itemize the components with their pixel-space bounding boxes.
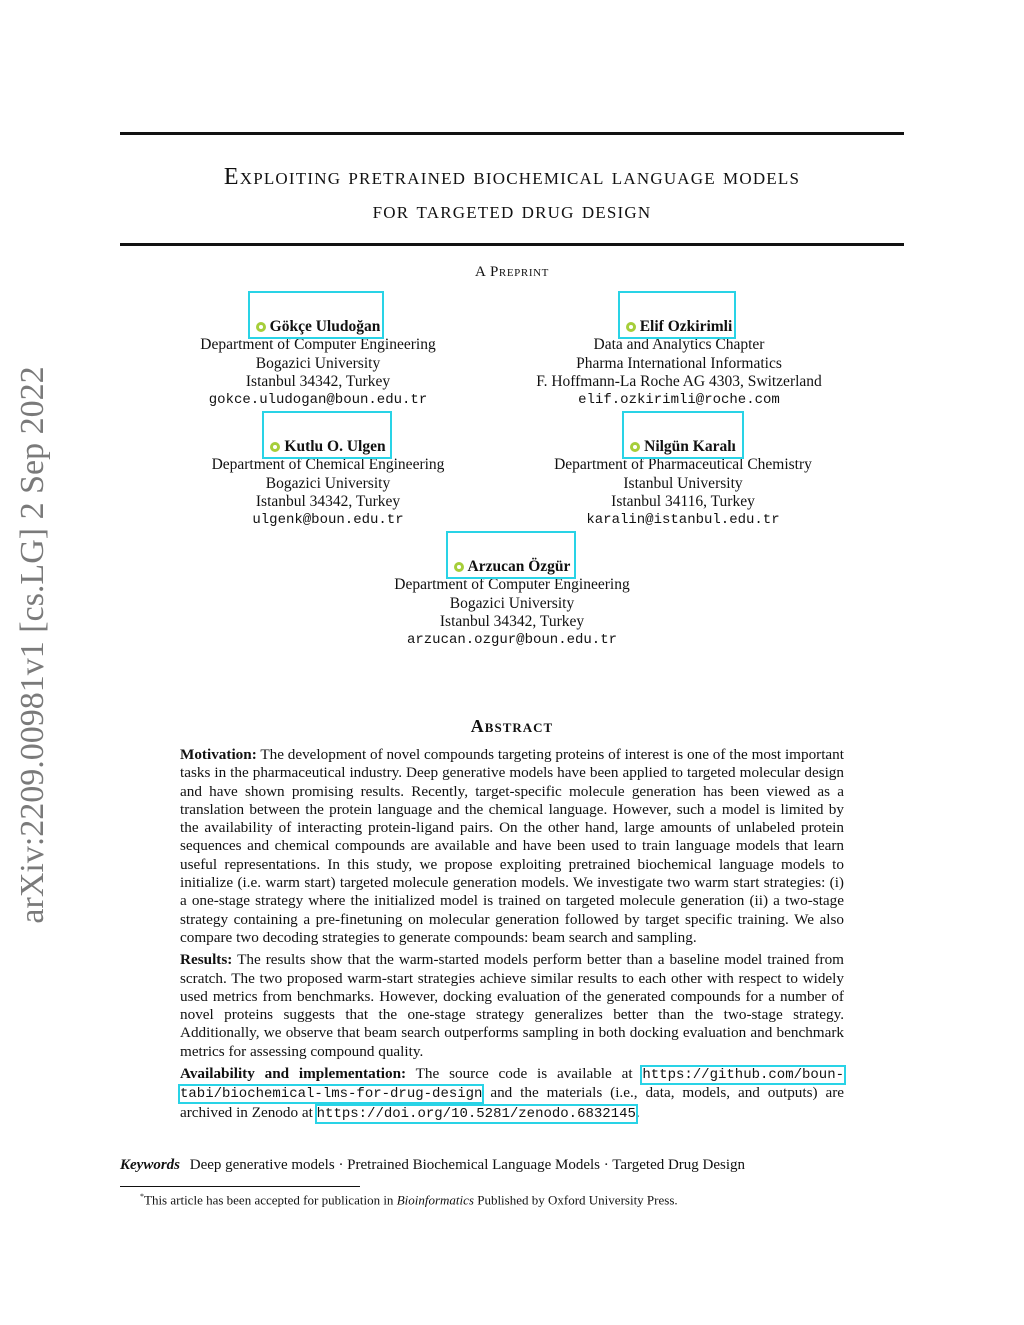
author-address: Istanbul 34342, Turkey [439,612,585,630]
author-email[interactable]: ulgenk@boun.edu.tr [252,512,404,529]
author-name: Elif Ozkirimli [639,318,733,335]
author-block [372,558,652,649]
footnote-journal: Bioinformatics [396,1192,474,1208]
paper-title [120,160,904,228]
author-department: Department of Computer Engineering [200,336,436,354]
author-department: Data and Analytics Chapter [593,336,765,354]
abstract-heading: Abstract [470,716,554,736]
abstract-results [180,951,844,1061]
motivation-text: The development of novel compounds targeting proteins of interest is one of the most important tasks in the pharmaceutical industry. Deep generative models have been applied to targeted molecular design and have shown promising results. Recently, target-specific molecule generation has been viewed as a translation between the protein language and the chemical language. However, such a model is limited by the availability of interacting protein-ligand pairs. On the other hand, large amounts of unlabeled protein sequences and chemical compounds are available and have been used to train language models that learn useful representations. In this study, we propose exploiting pretrained biochemical language models to initialize (i.e. warm start) targeted molecule generation models. We investigate two warm start strategies: (i) a one-stage strategy where the initialized model is trained on targeted molecule generation (ii) a two-stage strategy containing a pre-finetuning on molecular generation followed by target specific training. We also compare two decoding strategies to generate compounds: beam search and sampling. [180,746,844,946]
results-text: The results show that the warm-started models perform better than a baseline model trained from scratch. The two proposed warm-start strategies achieve similar results to each other with respect to widely used metrics from benchmarks. However, docking evaluation of the generated compounds for a number of novel proteins suggests that the one-stage strategy generalizes better than the two-stage strategy. Additionally, we observe that beam search outperforms sampling in both docking evaluation and benchmark metrics for assessing compound quality. [180,951,844,1060]
author-name: Arzucan Özgür [467,558,571,575]
title-bottom-rule [120,243,904,246]
availability-end: . [635,1103,640,1121]
author-department: Department of Chemical Engineering [211,456,445,474]
arxiv-identifier-stamp: arXiv:2209.00981v1 [cs.LG] 2 Sep 2022 [14,366,51,924]
availability-text-1: The source code is available at [415,1065,633,1083]
author-block [186,318,450,409]
author-email[interactable]: karalin@istanbul.edu.tr [586,512,780,529]
abstract-motivation [180,746,844,947]
author-email[interactable]: gokce.uludogan@boun.edu.tr [208,392,428,409]
author-institution: Bogazici University [265,474,391,492]
author-name: Gökçe Uludoğan [269,318,381,335]
keywords-label: Keywords [120,1157,180,1173]
author-block [186,438,470,529]
footnote [140,1192,678,1208]
title-top-rule [120,132,904,135]
author-department: Department of Pharmaceutical Chemistry [554,456,812,474]
orcid-icon[interactable] [626,322,636,332]
keywords-text: Deep generative models · Pretrained Biochemical Language Models · Targeted Drug Design [189,1157,746,1173]
author-department: Department of Computer Engineering [394,576,630,594]
author-institution: Istanbul University [623,474,743,492]
author-institution: Pharma International Informatics [576,354,782,372]
author-institution: Bogazici University [449,594,575,612]
orcid-icon[interactable] [454,562,464,572]
footnote-text-after: Published by Oxford University Press. [477,1192,678,1208]
author-address: F. Hoffmann-La Roche AG 4303, Switzerland [536,372,822,390]
author-name: Kutlu O. Ulgen [284,438,386,455]
orcid-icon[interactable] [256,322,266,332]
author-name-link[interactable] [256,318,381,336]
author-email[interactable]: arzucan.ozgur@boun.edu.tr [406,632,618,649]
footnote-rule [120,1186,360,1187]
author-name-link[interactable] [454,558,571,576]
zenodo-link[interactable]: https://doi.org/10.5281/zenodo.6832145 [316,1105,636,1122]
abstract-availability [180,1065,844,1123]
motivation-label: Motivation: [180,746,257,763]
title-line-2: for targeted drug design [372,198,652,224]
footnote-mark: * [140,1192,144,1201]
author-address: Istanbul 34116, Turkey [611,492,755,510]
results-label: Results: [180,951,233,969]
availability-label: Availability and implementation: [180,1065,407,1083]
author-name-link[interactable] [630,438,736,456]
availability-text-2: and the materials (i.e., data, models, and outputs) are archived in Zenodo at [180,1084,844,1121]
abstract-body [180,746,844,1127]
author-name-link[interactable] [626,318,733,336]
keywords-line [120,1157,904,1174]
link-highlight-box [622,411,744,459]
author-institution: Bogazici University [255,354,381,372]
preprint-label: A Preprint [475,264,549,280]
author-name: Nilgün Karalı [644,438,736,455]
author-email[interactable]: elif.ozkirimli@roche.com [578,392,780,409]
link-highlight-box [618,291,736,339]
link-highlight-box [248,291,384,339]
author-address: Istanbul 34342, Turkey [245,372,391,390]
author-block [520,438,846,529]
link-highlight-box [446,531,576,579]
link-highlight-box [262,411,392,459]
author-name-link[interactable] [270,438,385,456]
title-line-1: Exploiting pretrained biochemical language models [223,164,801,190]
footnote-text-before: This article has been accepted for publication in [144,1192,394,1208]
github-link[interactable]: https://github.com/boun-tabi/biochemical-lms-for-drug-design [180,1067,845,1103]
author-block [510,318,848,409]
author-address: Istanbul 34342, Turkey [255,492,401,510]
